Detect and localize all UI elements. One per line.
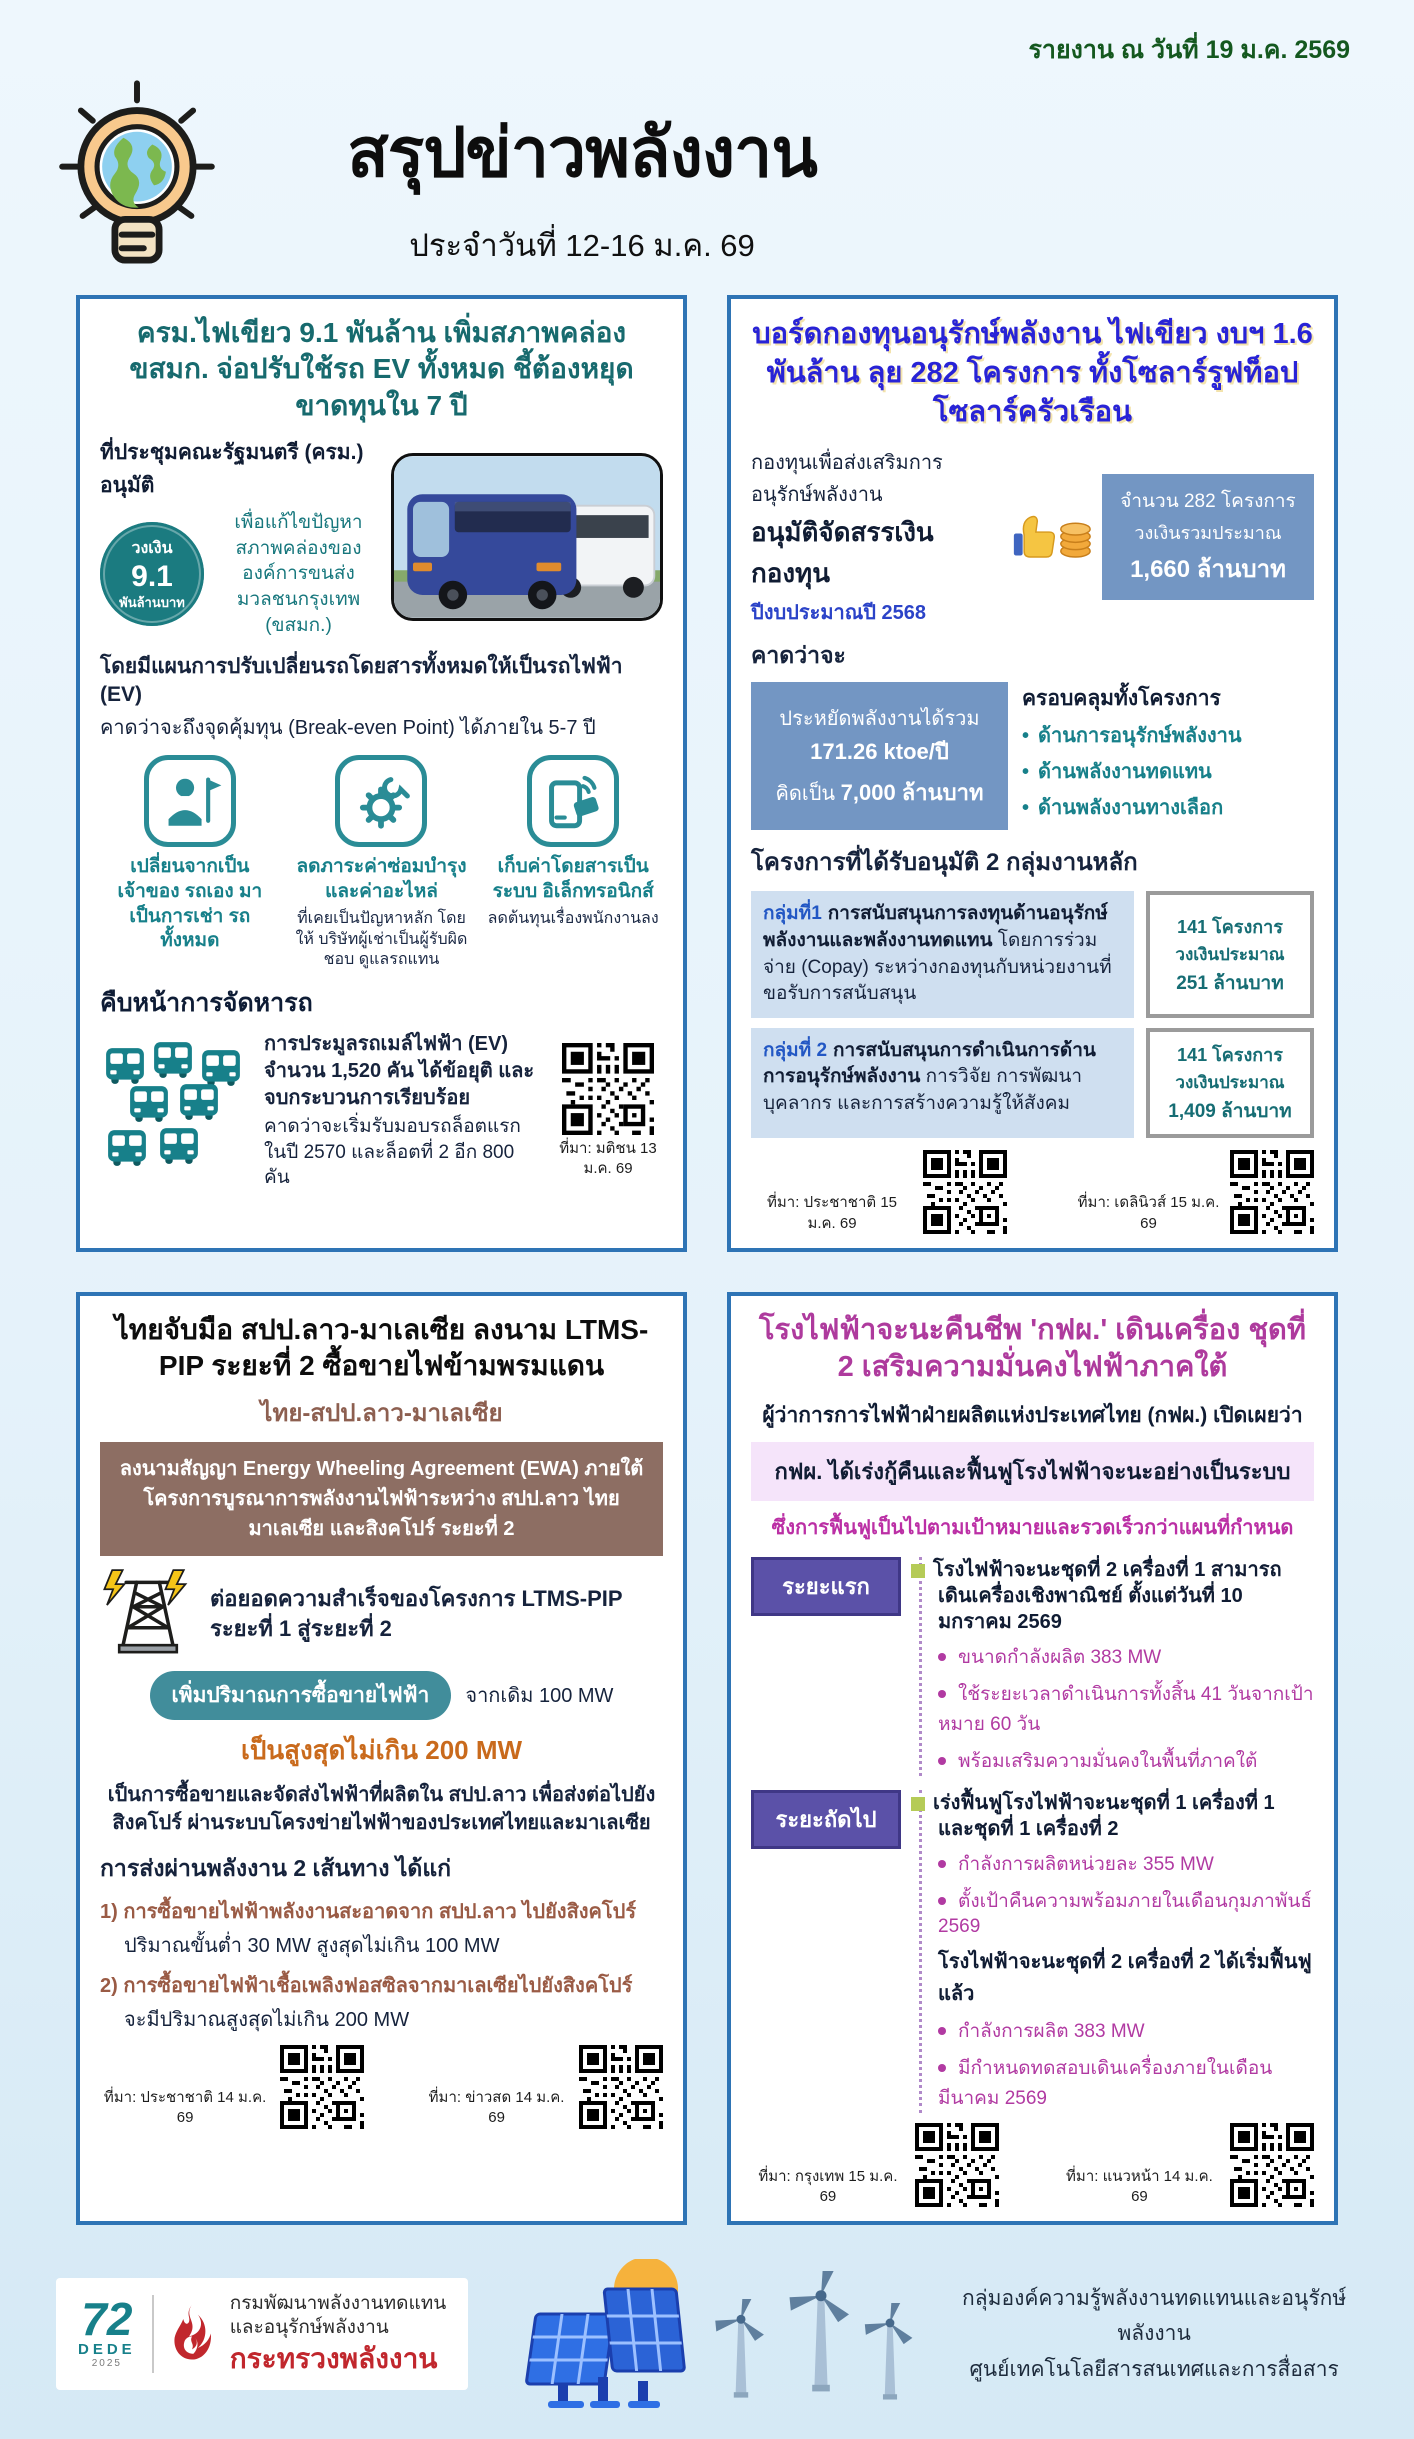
dede-logo-box [56, 2278, 468, 2391]
phase2-bullet: ตั้งเป้าคืนความพร้อมภายในเดือนกุมภาพันธ์ 2569 [938, 1886, 1314, 1938]
feature-maintenance [292, 755, 472, 971]
qr-code [280, 2045, 364, 2129]
fund-total-amount: 1,660 ล้านบาท [1130, 556, 1286, 584]
org-line1: กรมพัฒนาพลังงานทดแทน [229, 2292, 447, 2314]
budget-badge-label: วงเงิน [131, 539, 173, 557]
procurement-heading: คืบหน้าการจัดหารถ [100, 989, 313, 1018]
phase1-bullet: พร้อมเสริมความมั่นคงในพื้นที่ภาคใต้ [938, 1746, 1314, 1776]
source-caption: ที่มา: ข่าวสด 14 ม.ค. 69 [428, 2089, 565, 2127]
page-title: สรุปข่าวพลังงาน [347, 115, 817, 191]
group2-budget: 1,409 ล้านบาท [1168, 1100, 1292, 1122]
budget-badge-unit: พันล้านบาท [119, 595, 185, 611]
routes-heading: การส่งผ่านพลังงาน 2 เส้นทาง ได้แก่ [100, 1854, 452, 1881]
qr-code [923, 1150, 1007, 1234]
fund-approve: อนุมัติจัดสรรเงินกองทุน [751, 517, 934, 589]
coverage-item: • ด้านพลังงานทางเลือก [1022, 791, 1314, 823]
logo-name: DEDE [78, 2340, 136, 2358]
lightbulb-globe-icon [52, 78, 222, 279]
logo-number: 72 [81, 2293, 133, 2346]
phase1-bullet: ขนาดกำลังผลิต 383 MW [938, 1642, 1314, 1672]
org-line2: และอนุรักษ์พลังงาน [229, 2316, 389, 2338]
route2-detail: จะมีปริมาณสูงสุดไม่เกิน 200 MW [124, 2008, 410, 2031]
feature-maintenance-desc: ที่เคยเป็นปัญหาหลัก โดยให้ บริษัทผู้เช่าเป็นผู้รับผิดชอบ ดูแลรถแทน [295, 909, 468, 969]
feature-efare-desc: ลดต้นทุนเรื่องพนักงานลง [487, 909, 659, 927]
recovery-note: ซึ่งการฟื้นฟูเป็นไปตามเป้าหมายและรวดเร็วกว่าแผนที่กำหนด [771, 1517, 1294, 1540]
fund-year: ปีงบประมาณปี 2568 [751, 602, 927, 625]
cabinet-approve-line: ที่ประชุมคณะรัฐมนตรี (ครม.) อนุมัติ [100, 441, 364, 498]
ewa-agreement-box: ลงนามสัญญา Energy Wheeling Agreement (EWA) ภายใต้โครงการบูรณาการพลังงานไฟฟ้าระหว่าง สปป.ลาว ไทย มาเลเซีย และสิงคโปร์ ระยะที่ 2 [100, 1442, 663, 1556]
feature-efare-title: เก็บค่าโดยสารเป็นระบบ อิเล็กทรอนิกส์ [492, 856, 654, 903]
phase2-bullet: มีกำหนดทดสอบเดินเครื่องภายในเดือนมีนาคม 2569 [938, 2053, 1314, 2113]
phase1-lead: โรงไฟฟ้าจะนะชุดที่ 2 เครื่องที่ 1 สามารถเดินเครื่องเชิงพาณิชย์ ตั้งแต่วันที่ 10 มกราคม 2569 [938, 1557, 1314, 1635]
qr-code [579, 2045, 663, 2129]
ltms-success-line: ต่อยอดความสำเร็จของโครงการ LTMS-PIP ระยะที่ 1 สู่ระยะที่ 2 [210, 1586, 623, 1642]
phase2-sublead: โรงไฟฟ้าจะนะชุดที่ 2 เครื่องที่ 2 ได้เริ่มฟื้นฟูแล้ว [938, 1951, 1312, 2006]
coverage-item: • ด้านพลังงานทดแทน [1022, 755, 1314, 787]
card-bmta-ev-bus [76, 295, 687, 1252]
org-name-block [230, 2292, 447, 2377]
recovery-highlight-box: กฟผ. ได้เร่งกู้คืนและฟื้นฟูโรงไฟฟ้าจะนะอย่างเป็นระบบ [751, 1442, 1314, 1501]
trade-volume-pill: เพิ่มปริมาณการซื้อขายไฟฟ้า [150, 1671, 452, 1720]
ministry-name: กระทรวงพลังงาน [229, 2343, 438, 2375]
group2-label: กลุ่มที่ 2 [763, 1039, 828, 1061]
report-date: รายงาน ณ วันที่ 19 ม.ค. 2569 [1028, 36, 1350, 64]
group1-label: กลุ่มที่1 [763, 903, 822, 925]
page-footer [0, 2249, 1414, 2439]
fund-intro: กองทุนเพื่อส่งเสริมการอนุรักษ์พลังงาน [751, 452, 943, 507]
expectation-heading: คาดว่าจะ [751, 642, 846, 669]
feature-efare [483, 755, 663, 971]
savings-baht-label: คิดเป็น [775, 783, 841, 806]
card1-title: ครม.ไฟเขียว 9.1 พันล้าน เพิ่มสภาพคล่อง ขสมก. จ่อปรับใช้รถ EV ทั้งหมด ชี้ต้องหยุดขาดทุนใน 7 ปี [129, 317, 634, 421]
phase2-badge: ระยะถัดไป [751, 1790, 901, 1849]
group1-bold: การสนับสนุนการลงทุนด้านอนุรักษ์พลังงานและพลังงานทดแทน [763, 903, 1108, 952]
power-pylon-icon [100, 1568, 196, 1661]
logo-divider [152, 2295, 154, 2373]
egat-lead: ผู้ว่าการการไฟฟ้าฝ่ายผลิตแห่งประเทศไทย (กฟผ.) เปิดเผยว่า [762, 1404, 1303, 1428]
bus-photo [391, 453, 663, 621]
credit-line2: ศูนย์เทคโนโลยีสารสนเทศและการสื่อสาร [969, 2358, 1339, 2382]
previous-volume: จากเดิม 100 MW [465, 1685, 614, 1708]
budget-badge [100, 522, 204, 626]
group1-budget-label: วงเงินประมาณ [1175, 944, 1285, 964]
group2-stat-box [1146, 1028, 1314, 1138]
qr-code [915, 2123, 999, 2207]
solar-wind-illustration [496, 2259, 926, 2409]
savings-box [751, 682, 1008, 830]
credit-line1: กลุ่มองค์ความรู้พลังงานทดแทนและอนุรักษ์พลังงาน [962, 2286, 1347, 2346]
breakeven-line: คาดว่าจะถึงจุดคุ้มทุน (Break-even Point) ได้ภายใน 5-7 ปี [100, 717, 596, 740]
trade-description: เป็นการซื้อขายและจัดส่งไฟฟ้าที่ผลิตใน สปป.ลาว เพื่อส่งต่อไปยัง สิงคโปร์ ผ่านระบบโครงข่ายไฟฟ้าของประเทศไทยและมาเลเซีย [107, 1783, 656, 1834]
logo-year: 2025 [91, 2357, 122, 2369]
procurement-result: การประมูลรถเมล์ไฟฟ้า (EV) จำนวน 1,520 คัน ได้ข้อยุติ และจบกระบวนการเรียบร้อย [264, 1033, 535, 1110]
phase2-bullet: กำลังการผลิต 383 MW [938, 2016, 1314, 2046]
group2-description [751, 1028, 1134, 1138]
solar-panels [526, 2289, 684, 2408]
source-caption: ที่มา: ประชาชาติ 15 ม.ค. 69 [767, 1194, 897, 1232]
route1-title: 1) การซื้อขายไฟฟ้าพลังงานสะอาดจาก สปป.ลาว ไปยังสิงคโปร์ [100, 1900, 637, 1923]
blue-bus [407, 495, 576, 610]
fund-total-label: วงเงินรวมประมาณ [1134, 523, 1282, 544]
credit-text [954, 2281, 1354, 2388]
phase1-bullet: ใช้ระยะเวลาดำเนินการทั้งสิ้น 41 วันจากเป้าหมาย 60 วัน [938, 1679, 1314, 1739]
card3-subtitle: ไทย-สปป.ลาว-มาเลเซีย [260, 1399, 503, 1427]
page-header [0, 70, 1414, 289]
route1-detail: ปริมาณขั้นต่ำ 30 MW สูงสุดไม่เกิน 100 MW [124, 1934, 500, 1957]
route2-title: 2) การซื้อขายไฟฟ้าเชื้อเพลิงฟอสซิลจากมาเลเซียไปยังสิงคโปร์ [100, 1974, 633, 1997]
card-ltms-pip [76, 1292, 687, 2225]
qr-code [1230, 2123, 1314, 2207]
group2-bold: การสนับสนุนการดำเนินการด้านการอนุรักษ์พลังงาน [763, 1039, 1096, 1088]
dede-72-logo [78, 2293, 136, 2369]
card-energy-fund [727, 295, 1338, 1252]
coverage-item: • ด้านการอนุรักษ์พลังงาน [1022, 719, 1314, 751]
phase1-section [751, 1557, 1314, 1776]
source-caption: ที่มา: มติชน 13 ม.ค. 69 [559, 1139, 657, 1178]
qr-code [562, 1043, 654, 1135]
feature-ownership [100, 755, 280, 971]
card1-left-block [100, 436, 381, 638]
phase2-bullet: กำลังการผลิตหน่วยละ 355 MW [938, 1849, 1314, 1879]
savings-ktoe: 171.26 ktoe/ปี [810, 739, 949, 765]
budget-badge-value: 9.1 [131, 559, 173, 593]
group1-budget: 251 ล้านบาท [1176, 972, 1284, 994]
coverage-block [1022, 682, 1314, 830]
source-caption: ที่มา: กรุงเทพ 15 ม.ค. 69 [758, 2167, 898, 2205]
card3-title: ไทยจับมือ สปป.ลาว-มาเลเซีย ลงนาม LTMS-PIP ระยะที่ 2 ซื้อขายไฟข้ามพรมแดน [114, 1313, 649, 1382]
news-grid [0, 289, 1414, 2249]
savings-baht: 7,000 ล้านบาท [840, 780, 984, 806]
thumbsup-coins-icon [1008, 505, 1096, 570]
page-subtitle: ประจำวันที่ 12-16 ม.ค. 69 [409, 228, 755, 263]
group1-description [751, 891, 1134, 1017]
fund-projects-count: จำนวน 282 โครงการ [1120, 491, 1296, 513]
group1-row [751, 891, 1314, 1017]
procurement-text [264, 1031, 539, 1191]
budget-purpose: เพื่อแก้ไขปัญหาสภาพคล่องของ องค์การขนส่งมวลชนกรุงเทพ (ขสมก.) [234, 512, 363, 636]
gear-wrench-icon [335, 755, 427, 847]
phase1-badge: ระยะแรก [751, 1557, 901, 1616]
groups-heading: โครงการที่ได้รับอนุมัติ 2 กลุ่มงานหลัก [751, 849, 1138, 877]
phase2-section [751, 1790, 1314, 2113]
ev-plan-line: โดยมีแผนการปรับเปลี่ยนรถโดยสารทั้งหมดให้เป็นรถไฟฟ้า (EV) [100, 655, 623, 707]
card2-title: บอร์ดกองทุนอนุรักษ์พลังงาน ไฟเขียว งบฯ 1.6 พันล้าน ลุย 282 โครงการ ทั้งโซลาร์รูฟท็อป โซลาร์ครัวเรือน [752, 318, 1313, 429]
group1-rest: โดยการร่วมจ่าย (Copay) ระหว่างกองทุนกับหน่วยงานที่ขอรับการสนับสนุน [763, 930, 1112, 1005]
phone-tap-icon [527, 755, 619, 847]
driver-flag-icon [144, 755, 236, 847]
card4-title: โรงไฟฟ้าจะนะคืนชีพ 'กฟผ.' เดินเครื่อง ชุดที่ 2 เสริมความมั่นคงไฟฟ้าภาคใต้ [758, 1313, 1306, 1384]
fund-total-box [1102, 474, 1314, 600]
qr-code [1230, 1150, 1314, 1234]
savings-label: ประหยัดพลังงานได้รวม [779, 708, 980, 731]
bus-fleet-icon [100, 1041, 250, 1182]
group2-count: 141 โครงการ [1177, 1044, 1283, 1065]
group1-count: 141 โครงการ [1177, 916, 1283, 937]
group2-row [751, 1028, 1314, 1138]
group2-rest: การวิจัย การพัฒนาบุคลากร และการสร้างความรู้ให้สังคม [763, 1066, 1082, 1114]
source-caption: ที่มา: เดลินิวส์ 15 ม.ค. 69 [1077, 1194, 1220, 1232]
max-volume-line: เป็นสูงสุดไม่เกิน 200 MW [240, 1734, 523, 1765]
group2-budget-label: วงเงินประมาณ [1175, 1072, 1285, 1092]
phase2-lead: เร่งฟื้นฟูโรงไฟฟ้าจะนะชุดที่ 1 เครื่องที่ 1 และชุดที่ 1 เครื่องที่ 2 [938, 1790, 1314, 1842]
feature-ownership-title: เปลี่ยนจากเป็นเจ้าของ รถเอง มาเป็นการเช่า รถทั้งหมด [117, 856, 263, 952]
source-caption: ที่มา: ประชาชาติ 14 ม.ค. 69 [103, 2089, 267, 2127]
coverage-heading: ครอบคลุมทั้งโครงการ [1022, 687, 1221, 711]
fund-text-block [751, 446, 1002, 628]
procurement-delivery: คาดว่าจะเริ่มรับมอบรถล็อตแรกในปี 2570 และล็อตที่ 2 อีก 800 คัน [264, 1116, 521, 1189]
ministry-flame-icon [170, 2303, 214, 2366]
source-caption: ที่มา: แนวหน้า 14 ม.ค. 69 [1066, 2167, 1213, 2205]
card-chana-plant [727, 1292, 1338, 2225]
feature-maintenance-title: ลดภาระค่าซ่อมบำรุง และค่าอะไหล่ [296, 856, 467, 903]
group1-stat-box [1146, 891, 1314, 1017]
